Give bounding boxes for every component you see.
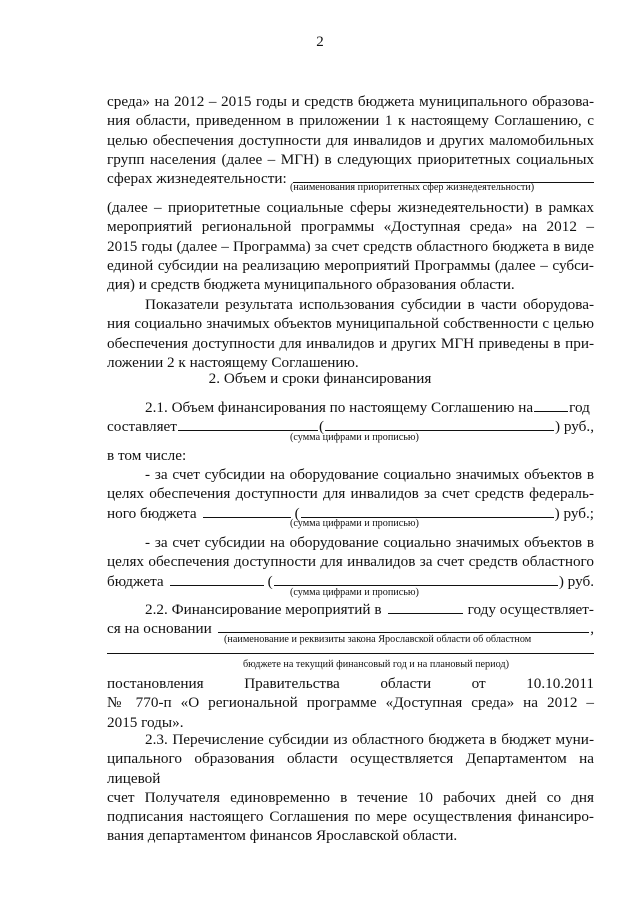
text-line-label: 2.1. Объем финансирования по настоящему Соглашению на — [145, 399, 534, 416]
caption-law-cont: бюджете на текущий финансовый год и на плановый период) — [243, 659, 509, 670]
clause-2-3 — [107, 730, 594, 846]
federal-amount-words-field[interactable] — [301, 504, 554, 518]
text-line: № 770-п «О региональной программе «Доступная среда» на 2012 – — [107, 694, 594, 712]
regional-amount-words-field[interactable] — [274, 572, 558, 586]
total-amount-field[interactable] — [178, 417, 318, 431]
text-line: Показатели результата использования субсидии в части оборудова- — [145, 296, 594, 313]
regional-amount-field[interactable] — [170, 572, 264, 586]
text-line-label: составляет — [107, 418, 177, 436]
text-line: единой субсидии на реализацию мероприятий Программы (далее – субси- — [107, 256, 594, 274]
text-line — [107, 398, 594, 417]
text-line: ложении 2 к настоящему Соглашению. — [107, 353, 359, 371]
paragraph-3 — [107, 295, 594, 372]
text-line: счет Получателя единовременно в течение 10 рабочих дней со дня — [107, 788, 594, 806]
federal-budget-item — [107, 465, 594, 523]
total-amount-words-field[interactable] — [325, 417, 554, 431]
paren: ( — [267, 572, 273, 590]
clause-2-1-including — [107, 446, 594, 465]
caption-sum: (сумма цифрами и прописью) — [290, 587, 419, 598]
federal-amount-field[interactable] — [203, 504, 291, 518]
text-line-label: ) руб.; — [554, 504, 594, 522]
clause-2-1 — [107, 398, 594, 437]
law-details-field[interactable] — [218, 619, 589, 633]
paren: ( — [294, 504, 300, 522]
paragraph-1 — [107, 92, 594, 188]
text-line-label: 2.2. Финансирование мероприятий в — [145, 601, 382, 618]
text-line: ния области, приведенном в приложении 1 к настоящему Соглашению, с — [107, 112, 594, 130]
text-line-label: ) руб., — [555, 418, 594, 436]
text-line: - за счет субсидии на оборудование социально значимых объектов в — [145, 466, 594, 483]
text-line: 2.3. Перечисление субсидии из областного бюджета в бюджет муни- — [145, 731, 594, 748]
financing-year-field[interactable] — [388, 600, 463, 614]
clause-2-2 — [107, 600, 594, 639]
paren: ( — [318, 418, 324, 436]
year-blank-field[interactable] — [534, 398, 568, 412]
text-line — [107, 674, 594, 693]
text-line-label: сферах жизнедеятельности: — [107, 170, 287, 188]
text-line: ципального образования области осуществляется Департаментом на лицевой — [107, 750, 594, 787]
text-line: целях обеспечения доступности для инвалидов за счет средств областного — [107, 553, 594, 571]
text-line: - за счет субсидии на оборудование социально значимых объектов в — [145, 534, 594, 551]
text-line: среда» на 2012 – 2015 годы и средств бюджета муниципального образова- — [107, 93, 594, 110]
text-line: мероприятий региональной программы «Доступная среда» на 2012 – — [107, 218, 594, 236]
text-line: дия) и средств бюджета муниципального образования области. — [107, 276, 515, 294]
word: от — [471, 675, 486, 692]
law-continuation-line[interactable] — [107, 653, 594, 654]
caption-sum: (сумма цифрами и прописью) — [290, 518, 419, 529]
text-line-label: бюджета — [107, 572, 164, 590]
paragraph-2 — [107, 198, 594, 294]
text-line: 2015 годы (далее – Программа) за счет средств областного бюджета в виде — [107, 237, 594, 255]
clause-2-2-resolution — [107, 674, 594, 732]
text-line: 2015 годы». — [107, 713, 184, 731]
text-line-label: ) руб. — [558, 572, 594, 590]
regional-budget-item — [107, 533, 594, 591]
caption-sum: (сумма цифрами и прописью) — [290, 432, 419, 443]
text-line: ния социально значимых объектов муниципальной собственности с целью — [107, 315, 594, 333]
text-line: целях обеспечения доступности для инвалидов за счет средств федераль- — [107, 485, 594, 503]
page-number: 2 — [316, 34, 324, 50]
text-line-label: ного бюджета — [107, 504, 197, 522]
text-line — [107, 600, 594, 619]
text-line: вания департаментом финансов Ярославской области. — [107, 827, 458, 845]
text-line: целью обеспечения доступности для инвалидов и других маломобильных — [107, 131, 594, 149]
text-line-label: году осуществляет- — [467, 601, 594, 618]
text-line-label: ся на основании — [107, 620, 212, 638]
text-line-label: , — [590, 620, 594, 638]
word: области — [380, 675, 432, 692]
text-line: групп населения (далее – МГН) в следующих приоритетных социальных — [107, 150, 594, 168]
caption-spheres: (наименования приоритетных сфер жизнедеятельности) — [290, 182, 535, 193]
text-line: в том числе: — [107, 447, 187, 464]
text-line: (далее – приоритетные социальные сферы жизнедеятельности) в рамках — [107, 199, 594, 216]
section-title: 2. Объем и сроки финансирования — [208, 370, 432, 387]
word: постановления — [107, 675, 204, 692]
text-line: подписания настоящего Соглашения по мере осуществления финансиро- — [107, 808, 594, 826]
text-line: обеспечения доступности для инвалидов и других МГН приведены в при- — [107, 334, 594, 352]
word: 10.10.2011 — [526, 675, 594, 692]
word: Правительства — [244, 675, 340, 692]
caption-law: (наименование и реквизиты закона Ярославской области об областном — [224, 634, 532, 645]
text-line-label: год — [569, 399, 590, 416]
